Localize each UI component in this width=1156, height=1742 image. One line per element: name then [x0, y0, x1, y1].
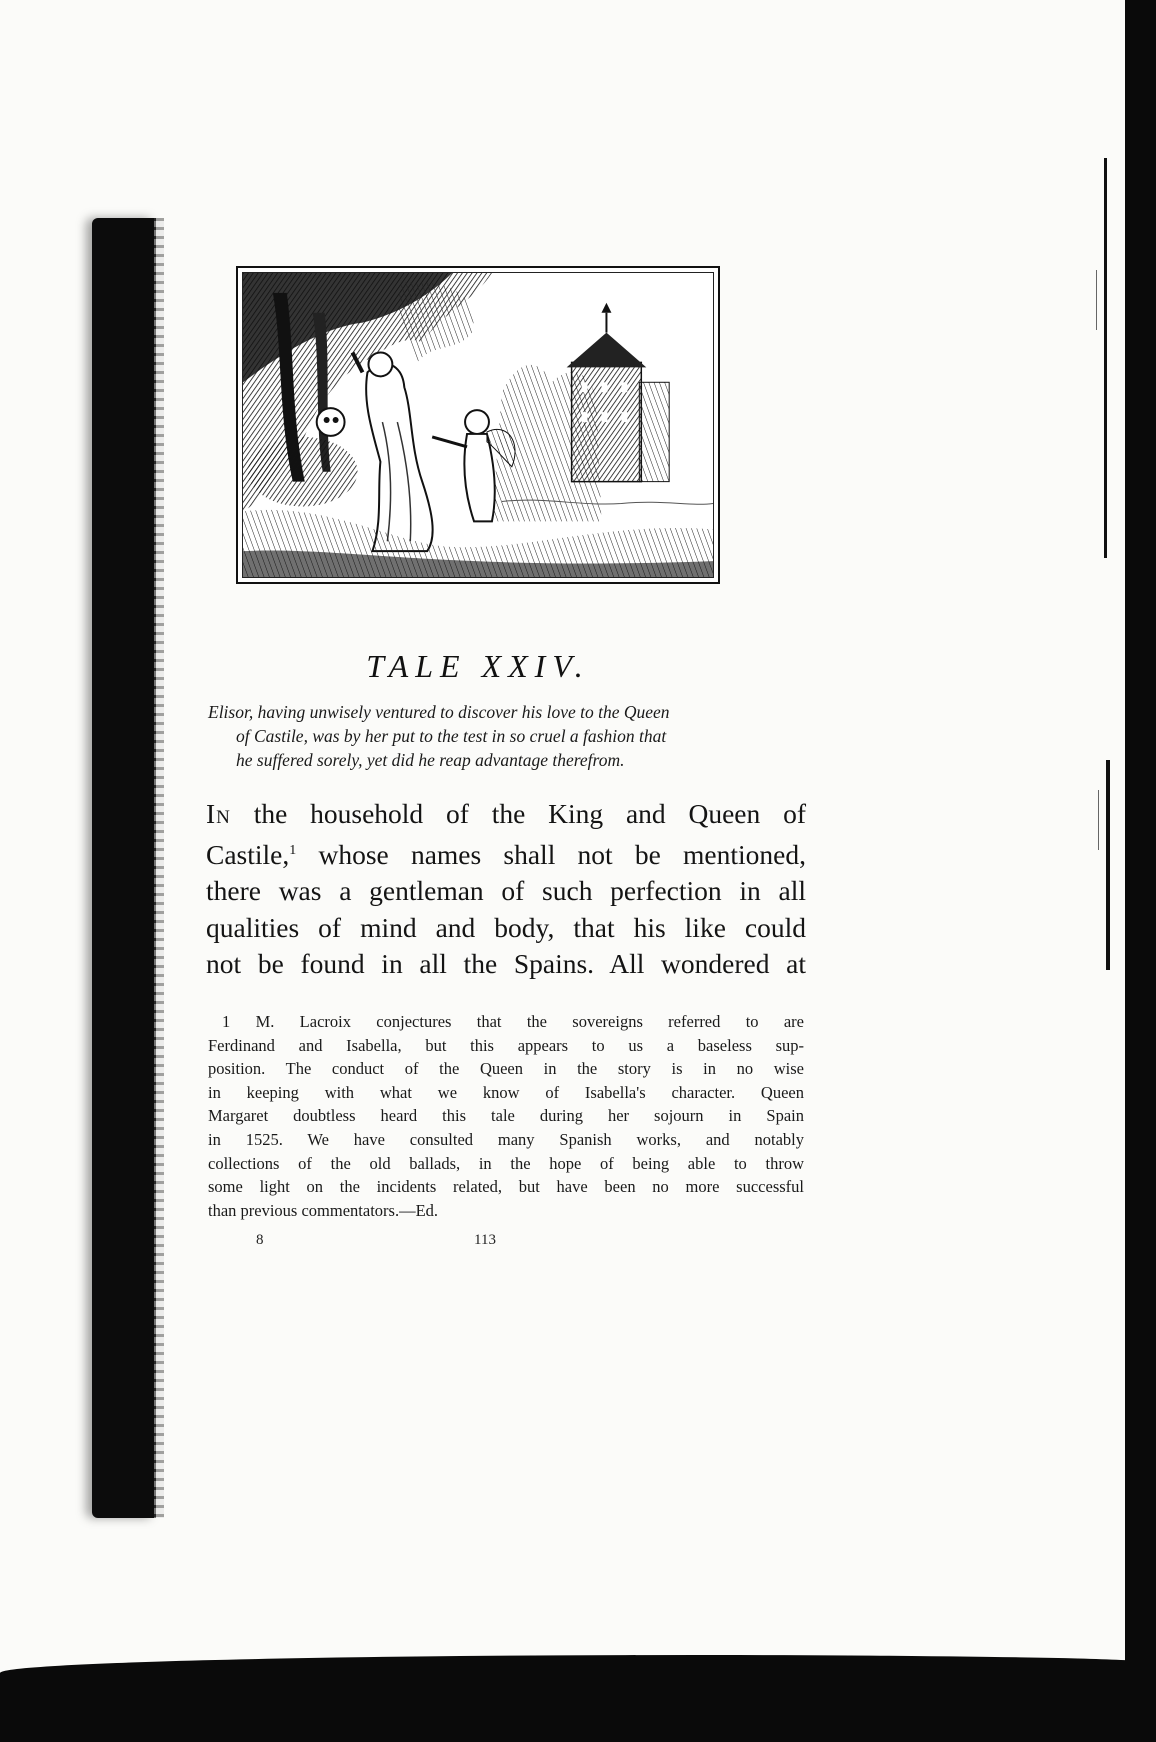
opening-word: In — [206, 798, 231, 829]
tale-body-text — [206, 796, 806, 983]
page-edge-shadow — [1125, 0, 1156, 1742]
argument-line: of Castile, was by her put to the test in so cruel a fashion that — [236, 726, 667, 746]
signature-mark: 8 — [256, 1232, 264, 1248]
footnote-line: than previous commentators.—Ed. — [208, 1200, 439, 1220]
footnote-line: collections of the old ballads, in the hope of being able to throw — [208, 1153, 804, 1173]
footnote-line: Ferdinand and Isabella, but this appears to us a baseless sup- — [208, 1035, 804, 1055]
tale-argument — [208, 700, 808, 772]
headpiece-engraving — [236, 266, 720, 584]
footnote-line: in keeping with what we know of Isabella's character. Queen — [208, 1082, 804, 1102]
body-line: there was a gentleman of such perfection in all — [206, 875, 806, 907]
body-line — [206, 833, 806, 874]
argument-line: he suffered sorely, yet did he reap advantage therefrom. — [236, 750, 625, 770]
tale-title: TALE XXIV. — [366, 648, 590, 684]
footnote-line: 1 M. Lacroix conjectures that the sovereigns referred to are — [222, 1012, 804, 1031]
footnote-line: position. The conduct of the Queen in the story is in no wise — [208, 1059, 804, 1079]
bottom-scan-shadow — [0, 1655, 1156, 1742]
page-number: 113 — [474, 1232, 496, 1248]
scan-artifacts — [1092, 150, 1112, 970]
body-line-text: the household of the King and Queen of — [230, 798, 806, 829]
body-line-text: Castile, — [206, 838, 290, 870]
footnote — [208, 1010, 804, 1222]
engraving-illustration — [242, 272, 714, 578]
body-line: qualities of mind and body, that his like could — [206, 911, 806, 943]
argument-line: Elisor, having unwisely ventured to discover his love to the Queen — [208, 702, 670, 722]
body-line-text: whose names shall not be mentioned, — [296, 838, 806, 870]
footnote-line: in 1525. We have consulted many Spanish works, and notably — [208, 1129, 804, 1149]
binding-shadow — [92, 218, 156, 1518]
body-line — [206, 796, 806, 833]
body-line: not be found in all the Spains. All wondered at — [206, 948, 806, 980]
footnote-reference: 1 — [289, 842, 297, 858]
footnote-line: some light on the incidents related, but have been no more successful — [208, 1177, 804, 1197]
footnote-line: Margaret doubtless heard this tale during her sojourn in Spain — [208, 1106, 804, 1126]
